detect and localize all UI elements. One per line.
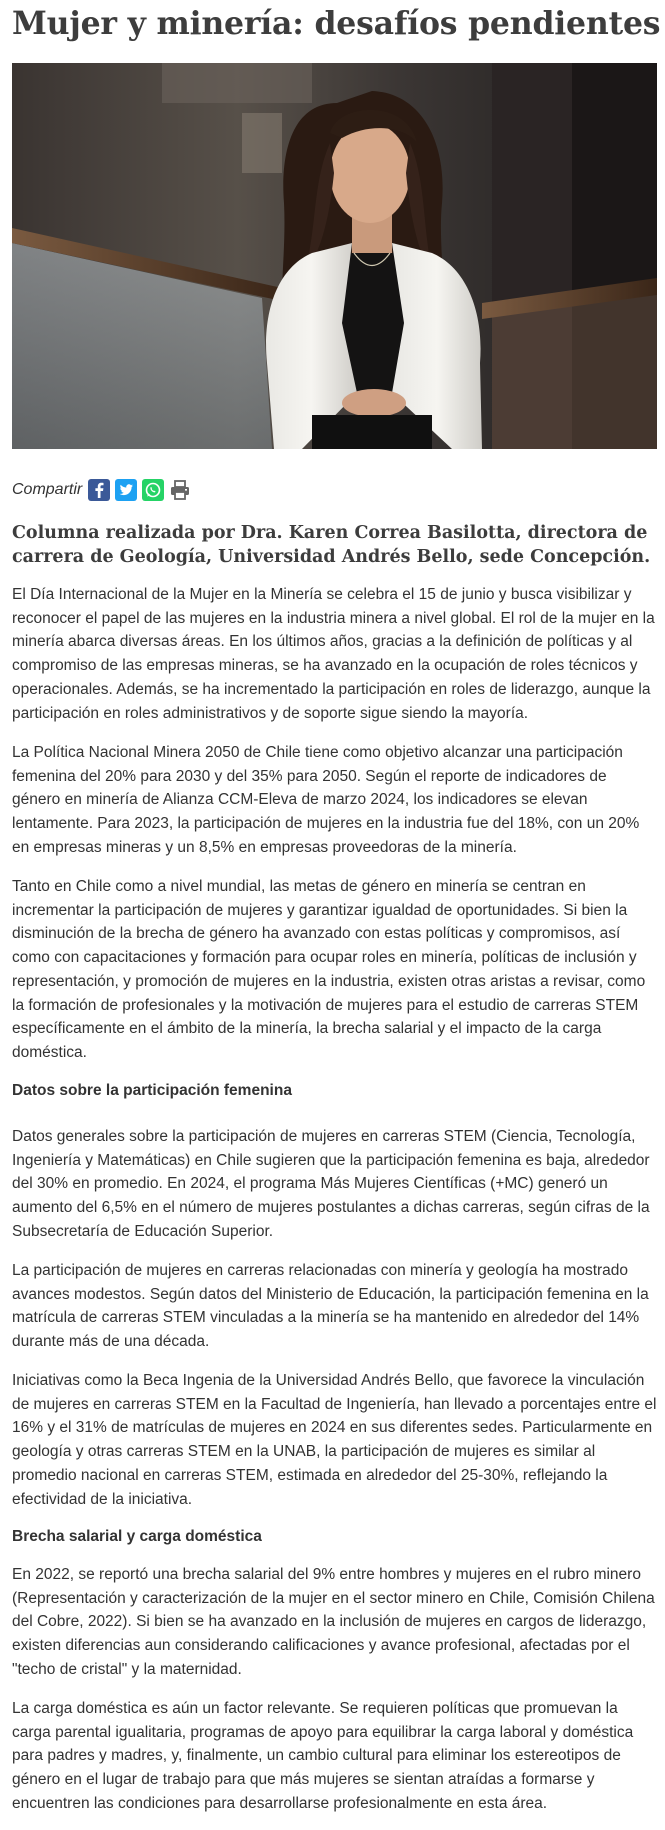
twitter-share-button[interactable] xyxy=(115,479,137,501)
paragraph-participation-3: Iniciativas como la Beca Ingenia de la Universidad Andrés Bello, que favorece la vinculación de mujeres en carreras STEM en la Facultad de Ingeniería, han llevado a porcentajes entre el 16% y el 31% de matrículas de mujeres en 2024 en sus diferentes sedes. Particularmente en geología y otras carreras STEM en la UNAB, la participación de mujeres es similar al promedio nacional en carreras STEM, estimada en alrededor del 25-30%, reflejando la efectividad de la iniciativa. xyxy=(12,1372,657,1508)
paragraph-participation-1: Datos generales sobre la participación de mujeres en carreras STEM (Ciencia, Tecnología, Ingeniería y Matemáticas) en Chile sugieren que la participación femenina es baja, alrededor del 30% en promedio. En 2024, el programa Más Mujeres Científicas (+MC) generó un aumento del 6,5% en el número de mujeres postulantes a dichas carreras, según cifras de la Subsecretaría de Educación Superior. xyxy=(12,1128,650,1240)
paragraph-intro-3: Tanto en Chile como a nivel mundial, las metas de género en minería se centran en incrementar la participación de mujeres y garantizar igualdad de oportunidades. Si bien la disminución de la brecha de género ha avanzado con estas políticas y compromisos, así como con capacitaciones y formación para ocupar roles en minería, políticas de inclusión y representación, y promoción de mujeres en la industria, existen otras aristas a revisar, como la formación de profesionales y la motivación de mujeres para el estudio de carreras STEM específicamente en el ámbito de la minería, la brecha salarial y el impacto de la carga doméstica. xyxy=(12,878,646,1061)
share-bar xyxy=(12,476,196,504)
printer-icon xyxy=(169,479,191,501)
paragraph-wage-gap-2: La carga doméstica es aún un factor relevante. Se requieren políticas que promuevan la carga parental igualitaria, programas de apoyo para equilibrar la carga laboral y doméstica para padres y madres, y, finalmente, un cambio cultural para eliminar los estereotipos de género en el lugar de trabajo para que más mujeres se sientan atraídas a formarse y encuentren las condiciones para desarrollarse profesionalmente en esta área. xyxy=(12,1700,634,1812)
paragraph-intro-1: El Día Internacional de la Mujer en la Minería se celebra el 15 de junio y busca visibilizar y reconocer el papel de las mujeres en la industria minera a nivel global. El rol de la mujer en la minería abarca diversas áreas. En los últimos años, gracias a la definición de políticas y al compromiso de las empresas mineras, se ha avanzado en la ocupación de roles técnicos y operacionales. Además, se ha incrementado la participación en roles de liderazgo, aunque la participación en roles administrativos y de soporte sigue siendo la mayoría. xyxy=(12,586,655,722)
byline: Columna realizada por Dra. Karen Correa Basilotta, directora de carrera de Geología, Universidad Andrés Bello, sede Concepción. xyxy=(12,523,651,567)
whatsapp-icon xyxy=(142,479,164,501)
page-title: Mujer y minería: desafíos pendientes xyxy=(12,5,661,42)
hero-image xyxy=(12,63,657,449)
facebook-share-button[interactable] xyxy=(88,479,110,501)
paragraph-intro-2: La Política Nacional Minera 2050 de Chile tiene como objetivo alcanzar una participación femenina del 20% para 2030 y del 35% para 2050. Según el reporte de indicadores de género en minería de Alianza CCM-Eleva de marzo 2024, los indicadores se elevan lentamente. Para 2023, la participación de mujeres en la industria fue del 18%, con un 20% en empresas mineras y un 8,5% en empresas proveedoras de la minería. xyxy=(12,744,640,856)
whatsapp-share-button[interactable] xyxy=(142,479,164,501)
paragraph-wage-gap-1: En 2022, se reportó una brecha salarial del 9% entre hombres y mujeres en el rubro minero (Representación y caracterización de la mujer en el sector minero en Chile, Comisión Chilena del Cobre, 2022). Si bien se ha avanzado en la inclusión de mujeres en cargos de liderazgo, existen diferencias aun considerando calificaciones y avance profesional, afectadas por el "techo de cristal" y la maternidad. xyxy=(12,1566,655,1678)
section-heading-participation: Datos sobre la participación femenina xyxy=(12,1082,292,1099)
share-label: Compartir xyxy=(12,481,83,498)
twitter-icon xyxy=(115,479,137,501)
section-heading-wage-gap: Brecha salarial y carga doméstica xyxy=(12,1528,262,1545)
paragraph-participation-2: La participación de mujeres en carreras relacionadas con minería y geología ha mostrado avances modestos. Según datos del Ministerio de Educación, la participación femenina en la matrícula de carreras STEM vinculadas a la minería se ha mantenido en alrededor del 14% durante más de una década. xyxy=(12,1262,649,1351)
print-button[interactable] xyxy=(169,479,191,501)
article xyxy=(12,0,661,1812)
facebook-icon xyxy=(88,479,110,501)
portrait-photo xyxy=(12,63,657,449)
